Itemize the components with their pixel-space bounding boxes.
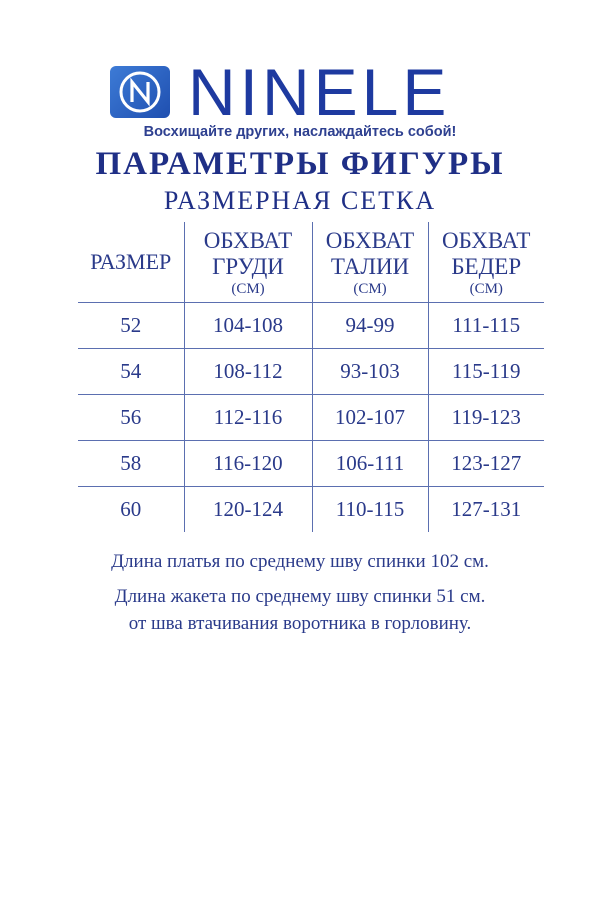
n-monogram-icon [110, 66, 170, 118]
cell-chest: 108-112 [184, 349, 312, 395]
cell-size: 56 [78, 395, 184, 441]
header-waist [312, 222, 428, 303]
header-hips-line1: ОБХВАТ [442, 228, 531, 253]
cell-size: 60 [120, 497, 142, 521]
note-dress-length: Длина платья по среднему шву спинки 102 см. [111, 551, 489, 572]
cell-hips: 123-127 [428, 441, 544, 487]
table-row [78, 349, 544, 395]
header-hips-line2: БЕДЕР [451, 254, 522, 279]
cell-waist: 110-115 [312, 487, 428, 533]
header-waist-line2: ТАЛИИ [330, 254, 410, 279]
cell-waist: 102-107 [312, 395, 428, 441]
cell-waist: 93-103 [312, 349, 428, 395]
table-row [78, 303, 544, 349]
cell-size: 58 [78, 441, 184, 487]
header-size: РАЗМЕР [78, 222, 184, 303]
cell-hips: 115-119 [428, 349, 544, 395]
cell-size: 52 [78, 303, 184, 349]
header-chest [184, 222, 312, 303]
cell-hips: 111-115 [428, 303, 544, 349]
page-subtitle: РАЗМЕРНАЯ СЕТКА [163, 186, 437, 215]
table-header-row [78, 222, 544, 303]
brand-tagline: Восхищайте других, наслаждайтесь собой! [143, 124, 457, 140]
page-title: ПАРАМЕТРЫ ФИГУРЫ [95, 146, 505, 182]
brand-name: NINELE [188, 55, 451, 129]
cell-hips: 127-131 [428, 487, 544, 533]
cell-waist: 106-111 [312, 441, 428, 487]
header-chest-line2: ГРУДИ [212, 254, 284, 279]
brand-logo [110, 55, 500, 129]
note-jacket-measure-from: от шва втачивания воротника в горловину. [128, 613, 472, 634]
note-jacket-length: Длина жакета по среднему шву спинки 51 см. [114, 586, 486, 607]
size-chart-table [78, 222, 544, 532]
header-chest-line1: ОБХВАТ [203, 228, 293, 253]
table-row [78, 395, 544, 441]
cell-chest: 104-108 [184, 303, 312, 349]
cell-chest: 112-116 [184, 395, 312, 441]
table-row [78, 441, 544, 487]
cell-hips: 119-123 [428, 395, 544, 441]
table-row [78, 487, 544, 533]
header-chest-unit: (СМ) [231, 281, 265, 297]
cell-chest: 116-120 [184, 441, 312, 487]
cell-waist: 94-99 [312, 303, 428, 349]
header-waist-unit: (СМ) [353, 281, 387, 297]
header-hips [428, 222, 544, 303]
header-waist-line1: ОБХВАТ [325, 228, 415, 253]
cell-chest: 120-124 [184, 487, 312, 533]
cell-size: 54 [78, 349, 184, 395]
header-hips-unit: (СМ) [469, 281, 503, 297]
